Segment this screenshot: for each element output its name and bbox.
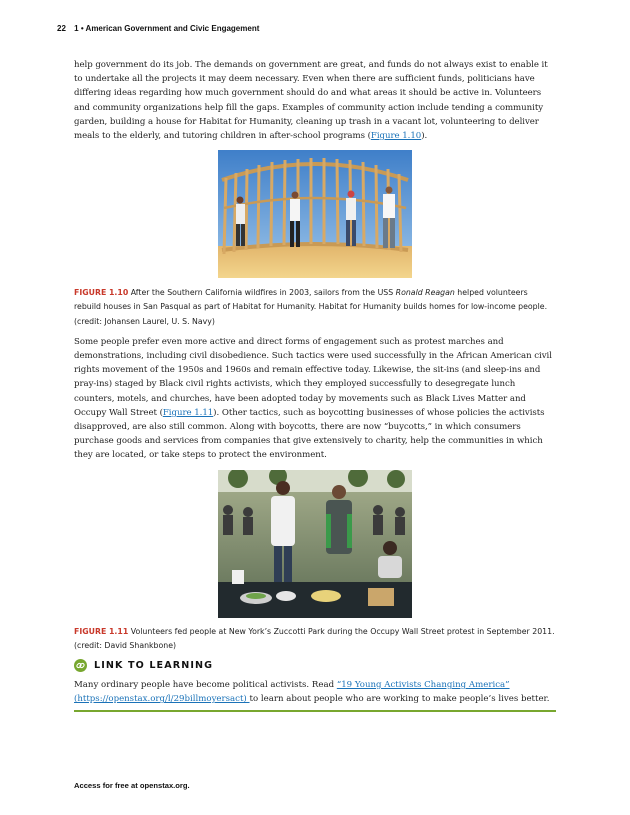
paragraph-text-end: ). [421,131,428,142]
occupy-wall-street-image [218,470,412,618]
caption-text-end: helped volunteers rebuild houses in San Pasqual as part of Habitat for Humanity. Habitat for Humanity builds homes for low-income people. (credit: Johansen Laurel, U. S. Navy) [74,288,548,326]
figure-1-10-photo [218,150,412,278]
figure-1-11-link[interactable]: Figure 1.11 [162,407,214,418]
habitat-volunteers-image [218,150,412,278]
figure-label: FIGURE 1.11 [74,626,129,636]
caption-text: Volunteers fed people at New York’s Zuccotti Park during the Occupy Wall Street protest in September 2011. (credit: David Shankbone) [74,626,555,650]
chapter-title: 1 • American Government and Civic Engagement [74,24,260,33]
paragraph-text: help government do its job. The demands on government are great, and funds do not always exist to enable it to undertake all the projects it may deem necessary. Even when there are sufficient funds, politicians have differing ideas regarding how much government should do and what areas it should be active in. Volunteers and community organizations help fill the gaps. Examples of community action include tending a community garden, building a house for Habitat for Humanity, cleaning up trash in a vacant lot, volunteering to deliver meals to the elderly, and tutoring children in after-school programs ( [74,60,548,142]
lt-text-start: Many ordinary people have become political activists. Read [74,680,337,691]
link-to-learning-title: LINK TO LEARNING [94,660,214,672]
paragraph-community-action [74,58,556,143]
ship-name: Ronald Reagan [395,288,455,298]
figure-label: FIGURE 1.10 [74,288,129,298]
paragraph-text-end: ). Other tactics, such as boycotting businesses of whose policies the activists disapproved, are also still common. Along with boycotts, there are now “buycotts,” in which consumers purchase goods and services from companies that give extensively to charity, help the communities in which they are located, or take steps to protect the environment. [74,407,545,461]
page-footer: Access for free at openstax.org. [74,781,190,790]
link-icon [74,659,87,672]
figure-1-10-link[interactable]: Figure 1.10 [370,131,422,142]
figure-1-11-photo [218,470,412,618]
link-to-learning-text [74,678,556,706]
caption-text: After the Southern California wildfires in 2003, sailors from the USS [130,288,396,298]
section-divider [74,710,556,712]
figure-1-11-caption [74,625,556,653]
young-activists-link[interactable]: “19 Young Activists Changing America” (https://openstax.org/l/29billmoyersact) [74,680,510,705]
figure-1-10-caption [74,286,556,329]
link-to-learning-heading [74,659,556,672]
paragraph-direct-engagement [74,335,556,463]
paragraph-text: Some people prefer even more active and direct forms of engagement such as protest marches and demonstrations, including civil disobedience. Such tactics were used successfully in the African American civil rights movement of the 1950s and 1960s and remain effective today. Likewise, the sit-ins (and sleep-ins and pray-ins) staged by Black civil rights activists, which they employed successfully to desegregate lunch counters, motels, and churches, have been adopted today by movements such as Black Lives Matter and Occupy Wall Street ( [74,336,552,418]
page-content [74,58,556,712]
running-header [57,24,259,33]
page-number: 22 [57,24,66,33]
lt-text-end: to learn about people who are working to make people’s lives better. [249,694,550,705]
